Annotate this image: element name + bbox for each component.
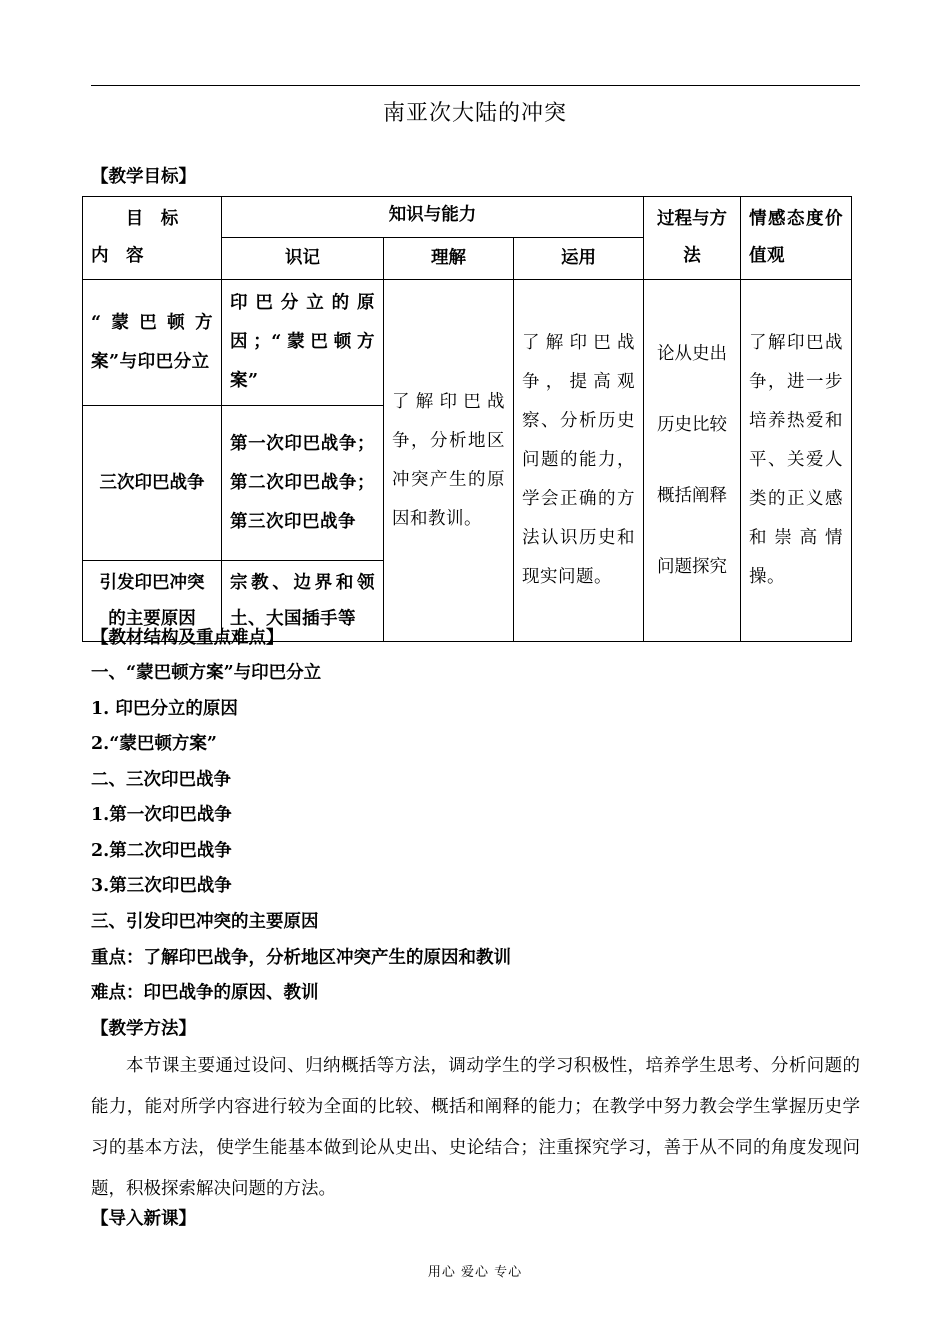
process-item: 论从史出 [657, 343, 728, 364]
key-point: 重点：了解印巴战争，分析地区冲突产生的原因和教训 [91, 948, 511, 968]
outline-item: 3.第三次印巴战争 [91, 876, 232, 896]
header-knowledge: 知识与能力 [222, 197, 644, 238]
row3-memorize: 宗教、边界和领土、大国插手等 [222, 561, 384, 642]
intro-heading: 【导入新课】 [91, 1209, 196, 1229]
goals-table [82, 196, 852, 642]
header-memorize: 识记 [222, 237, 384, 279]
header-process: 过程与方法 [644, 197, 741, 280]
understand-cell: 了解印巴战争，分析地区冲突产生的原因和教训。 [384, 280, 514, 642]
row1-memorize: 印巴分立的原因；“蒙巴顿方案” [222, 280, 384, 406]
header-rule [91, 85, 860, 86]
outline-item: 二、三次印巴战争 [91, 770, 231, 790]
row1-content: “蒙巴顿方案”与印巴分立 [83, 280, 222, 406]
process-item: 概括阐释 [657, 485, 728, 506]
process-cell [644, 280, 741, 642]
process-item: 历史比较 [657, 414, 728, 435]
attitude-cell: 了解印巴战争，进一步培养热爱和平、关爱人类的正义感和崇高情操。 [741, 280, 852, 642]
method-heading: 【教学方法】 [91, 1019, 196, 1039]
outline-item: 1.第一次印巴战争 [91, 805, 232, 825]
row2-content: 三次印巴战争 [83, 406, 222, 561]
header-target-line1: 目 标 [125, 209, 179, 229]
document-title: 南亚次大陆的冲突 [382, 101, 567, 126]
outline-item: 一、“蒙巴顿方案”与印巴分立 [91, 663, 322, 683]
goals-heading: 【教学目标】 [91, 167, 196, 187]
header-attitude: 情感态度价值观 [741, 197, 852, 280]
header-understand: 理解 [384, 237, 514, 279]
apply-cell: 了解印巴战争，提高观察、分析历史问题的能力，学会正确的方法认识历史和现实问题。 [514, 280, 644, 642]
outline-item: 2.“蒙巴顿方案” [91, 734, 217, 754]
difficult-point: 难点：印巴战争的原因、教训 [91, 983, 319, 1003]
header-target-line2: 内 容 [91, 246, 144, 266]
outline-item: 三、引发印巴冲突的主要原因 [91, 912, 319, 932]
structure-heading: 【教材结构及重点难点】 [91, 628, 284, 648]
header-target-cell [83, 197, 222, 280]
outline-item: 1. 印巴分立的原因 [91, 699, 238, 719]
header-apply: 运用 [514, 237, 644, 279]
method-paragraph: 本节课主要通过设问、归纳概括等方法，调动学生的学习积极性，培养学生思考、分析问题的能力，能对所学内容进行较为全面的比较、概括和阐释的能力；在教学中努力教会学生掌握历史学习的基本方法，使学生能基本做到论从史出、史论结合；注重探究学习，善于从不同的角度发现问题，积极探索解决问题的方法。 [91, 1056, 860, 1199]
page-footer: 用心 爱心 专心 [427, 1265, 523, 1280]
outline-item: 2.第二次印巴战争 [91, 841, 232, 861]
process-item: 问题探究 [657, 556, 728, 577]
row2-memorize: 第一次印巴战争；第二次印巴战争；第三次印巴战争 [222, 406, 384, 561]
row3-content: 引发印巴冲突的主要原因 [83, 561, 222, 642]
